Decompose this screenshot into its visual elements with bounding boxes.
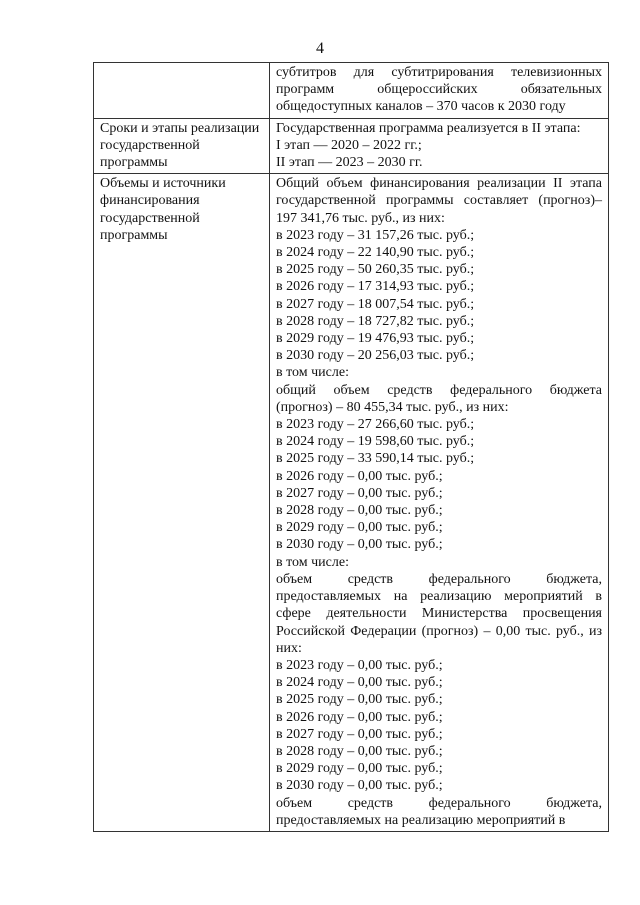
stage-2: II этап — 2023 – 2030 гг. bbox=[276, 155, 423, 171]
funding-total-intro: Общий объем финансирования реализации II этапа государственной программы составляет (прогноз)– 197 341,76 тыс. руб., из них: bbox=[276, 176, 602, 226]
federal-years bbox=[276, 416, 602, 554]
year-line: в 2028 году – 0,00 тыс. руб.; bbox=[276, 503, 443, 519]
year-line: в 2027 году – 18 007,54 тыс. руб.; bbox=[276, 296, 475, 312]
year-line: в 2024 году – 19 598,60 тыс. руб.; bbox=[276, 434, 475, 450]
federal-intro: общий объем средств федерального бюджета (прогноз) – 80 455,34 тыс. руб., из них: bbox=[276, 382, 602, 415]
table-row bbox=[94, 63, 609, 119]
row-value-subtitles: субтитров для субтитрирования телевизионных программ общероссийских обязательных общедоступных каналов – 370 часов к 2030 году bbox=[270, 63, 609, 119]
ministry-intro: объем средств федерального бюджета, предоставляемых на реализацию мероприятий в сфере деятельности Министерства просвещения Российской Федерации (прогноз) – 0,00 тыс. руб., из них: bbox=[276, 571, 602, 656]
table-row bbox=[94, 118, 609, 174]
year-line: в 2029 году – 19 476,93 тыс. руб.; bbox=[276, 331, 475, 347]
year-line: в 2030 году – 0,00 тыс. руб.; bbox=[276, 537, 443, 553]
stages-intro: Государственная программа реализуется в II этапа: bbox=[276, 120, 581, 136]
year-line: в 2025 году – 50 260,35 тыс. руб.; bbox=[276, 262, 475, 278]
stage-1: I этап — 2020 – 2022 гг.; bbox=[276, 137, 422, 153]
year-line: в 2025 году – 33 590,14 тыс. руб.; bbox=[276, 451, 475, 467]
table-row bbox=[94, 174, 609, 832]
ministry-years bbox=[276, 657, 602, 795]
in-total-label: в том числе: bbox=[276, 554, 349, 570]
funding-total-years bbox=[276, 227, 602, 365]
row-label-stages: Сроки и этапы реализации государственной программы bbox=[94, 118, 270, 174]
year-line: в 2027 году – 0,00 тыс. руб.; bbox=[276, 726, 443, 742]
year-line: в 2023 году – 31 157,26 тыс. руб.; bbox=[276, 227, 475, 243]
year-line: в 2026 году – 0,00 тыс. руб.; bbox=[276, 468, 443, 484]
year-line: в 2026 году – 17 314,93 тыс. руб.; bbox=[276, 279, 475, 295]
year-line: в 2029 году – 0,00 тыс. руб.; bbox=[276, 520, 443, 536]
year-line: в 2028 году – 18 727,82 тыс. руб.; bbox=[276, 313, 475, 329]
year-line: в 2024 году – 22 140,90 тыс. руб.; bbox=[276, 245, 475, 261]
year-line: в 2029 году – 0,00 тыс. руб.; bbox=[276, 761, 443, 777]
year-line: в 2026 году – 0,00 тыс. руб.; bbox=[276, 709, 443, 725]
page-number: 4 bbox=[316, 40, 324, 57]
year-line: в 2025 году – 0,00 тыс. руб.; bbox=[276, 692, 443, 708]
next-intro: объем средств федерального бюджета, предоставляемых на реализацию мероприятий в bbox=[276, 795, 602, 828]
year-line: в 2023 году – 0,00 тыс. руб.; bbox=[276, 657, 443, 673]
year-line: в 2028 году – 0,00 тыс. руб.; bbox=[276, 743, 443, 759]
row-label-funding: Объемы и источники финансирования государственной программы bbox=[94, 174, 270, 832]
year-line: в 2023 году – 27 266,60 тыс. руб.; bbox=[276, 417, 475, 433]
passport-table bbox=[93, 62, 609, 832]
year-line: в 2027 году – 0,00 тыс. руб.; bbox=[276, 485, 443, 501]
in-total-label: в том числе: bbox=[276, 365, 349, 381]
row-label-empty bbox=[94, 63, 270, 119]
row-value-stages bbox=[270, 118, 609, 174]
year-line: в 2024 году – 0,00 тыс. руб.; bbox=[276, 675, 443, 691]
row-value-funding bbox=[270, 174, 609, 832]
year-line: в 2030 году – 0,00 тыс. руб.; bbox=[276, 778, 443, 794]
year-line: в 2030 году – 20 256,03 тыс. руб.; bbox=[276, 348, 475, 364]
